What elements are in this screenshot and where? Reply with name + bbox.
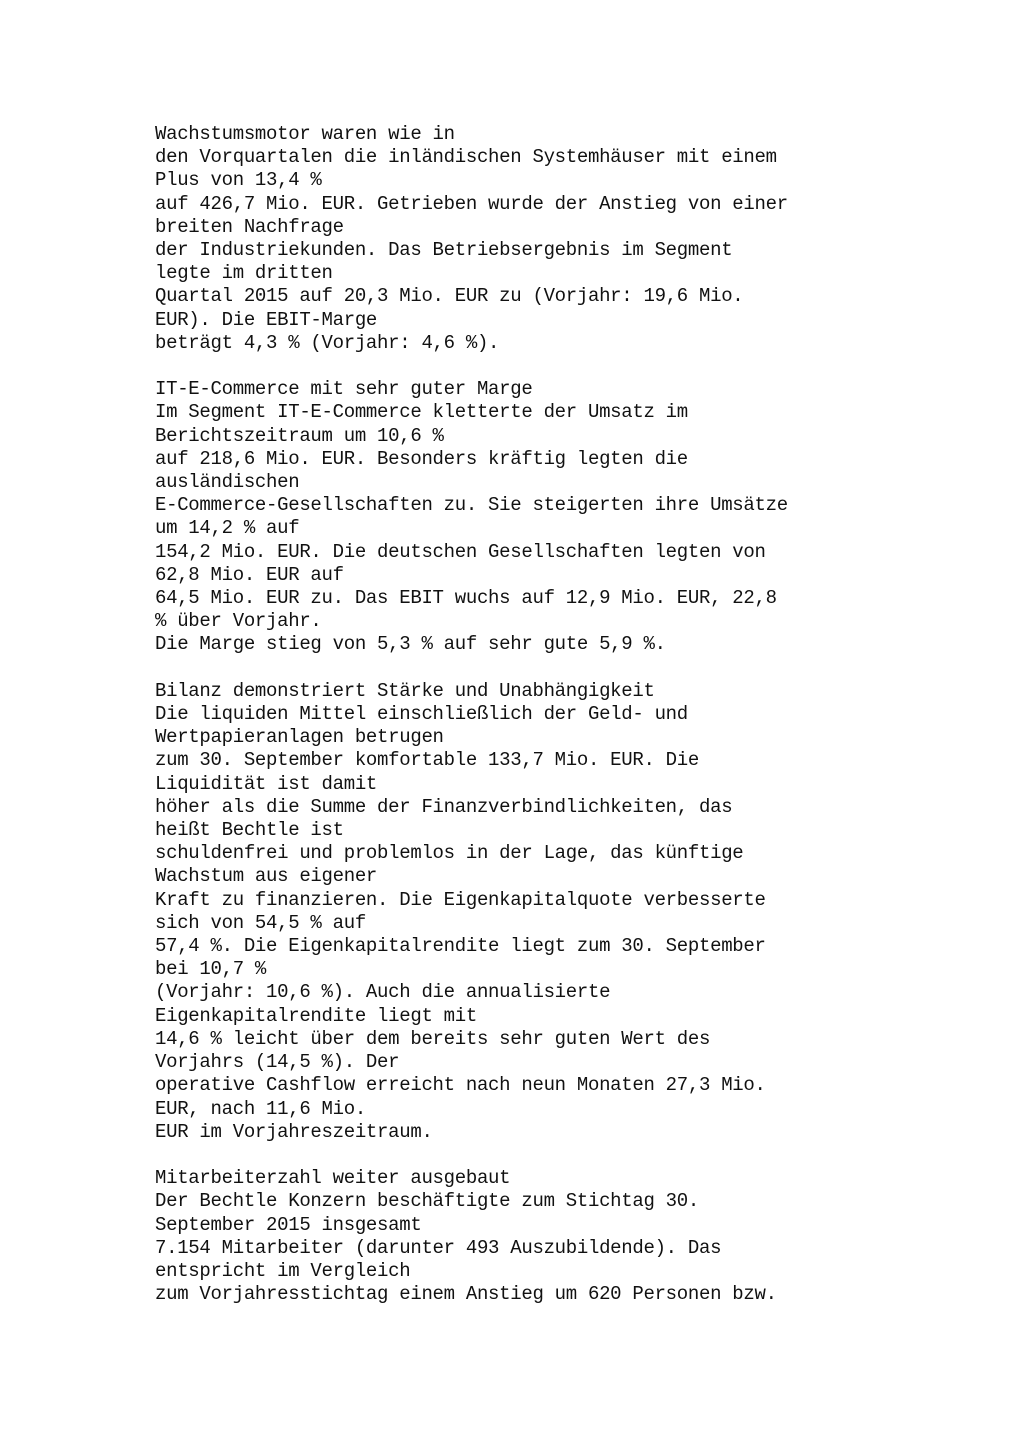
text-line: um 14,2 % auf: [155, 517, 300, 540]
text-line: zum Vorjahresstichtag einem Anstieg um 620 Personen bzw.: [155, 1283, 777, 1306]
text-line: auf 218,6 Mio. EUR. Besonders kräftig legten die: [155, 447, 688, 470]
section-heading: Bilanz demonstriert Stärke und Unabhängigkeit: [155, 679, 655, 702]
text-line: ausländischen: [155, 471, 300, 494]
text-line: legte im dritten: [155, 262, 333, 285]
text-line: 14,6 % leicht über dem bereits sehr guten Wert des: [155, 1027, 711, 1050]
text-line: Die liquiden Mittel einschließlich der Geld- und: [155, 703, 688, 726]
text-line: 57,4 %. Die Eigenkapitalrendite liegt zum 30. September: [155, 935, 766, 958]
text-line: sich von 54,5 % auf: [155, 911, 366, 934]
document-page: [155, 123, 995, 1330]
section-heading: Mitarbeiterzahl weiter ausgebaut: [155, 1167, 511, 1190]
text-line: 64,5 Mio. EUR zu. Das EBIT wuchs auf 12,9 Mio. EUR, 22,8: [155, 587, 777, 610]
text-line: Quartal 2015 auf 20,3 Mio. EUR zu (Vorjahr: 19,6 Mio.: [155, 285, 744, 308]
text-line: bei 10,7 %: [155, 958, 267, 981]
section-heading: IT-E-Commerce mit sehr guter Marge: [155, 378, 533, 401]
text-line: auf 426,7 Mio. EUR. Getrieben wurde der Anstieg von einer: [155, 192, 788, 215]
text-line: schuldenfrei und problemlos in der Lage, das künftige: [155, 842, 744, 865]
text-line: Im Segment IT-E-Commerce kletterte der Umsatz im: [155, 401, 688, 424]
text-line: zum 30. September komfortable 133,7 Mio. EUR. Die: [155, 749, 699, 772]
paragraph-mitarbeiter: [155, 1167, 995, 1306]
text-line: E-Commerce-Gesellschaften zu. Sie steigerten ihre Umsätze: [155, 494, 788, 517]
text-line: Wachstumsmotor waren wie in: [155, 123, 455, 145]
text-line: höher als die Summe der Finanzverbindlichkeiten, das: [155, 795, 733, 818]
text-line: EUR im Vorjahreszeitraum.: [155, 1120, 433, 1143]
text-line: Berichtszeitraum um 10,6 %: [155, 424, 444, 447]
text-line: heißt Bechtle ist: [155, 819, 344, 842]
text-line: operative Cashflow erreicht nach neun Monaten 27,3 Mio.: [155, 1074, 766, 1097]
text-line: EUR, nach 11,6 Mio.: [155, 1097, 366, 1120]
text-line: (Vorjahr: 10,6 %). Auch die annualisierte: [155, 981, 611, 1004]
paragraph-bilanz: [155, 680, 995, 1144]
paragraph-it-e-commerce: [155, 378, 995, 656]
text-line: Wachstum aus eigener: [155, 865, 378, 888]
text-line: 62,8 Mio. EUR auf: [155, 563, 344, 586]
text-line: 7.154 Mitarbeiter (darunter 493 Auszubildende). Das: [155, 1236, 722, 1259]
text-line: beträgt 4,3 % (Vorjahr: 4,6 %).: [155, 331, 500, 354]
text-line: Kraft zu finanzieren. Die Eigenkapitalquote verbesserte: [155, 888, 766, 911]
text-line: der Industriekunden. Das Betriebsergebnis im Segment: [155, 239, 733, 262]
text-line: September 2015 insgesamt: [155, 1213, 422, 1236]
text-line: den Vorquartalen die inländischen Systemhäuser mit einem: [155, 146, 777, 169]
text-line: Plus von 13,4 %: [155, 169, 322, 192]
paragraph-systemhaeuser: [155, 123, 995, 355]
text-line: Wertpapieranlagen betrugen: [155, 726, 444, 749]
text-line: % über Vorjahr.: [155, 610, 322, 633]
text-line: Die Marge stieg von 5,3 % auf sehr gute 5,9 %.: [155, 633, 666, 656]
text-line: EUR). Die EBIT-Marge: [155, 308, 378, 331]
text-line: breiten Nachfrage: [155, 215, 344, 238]
text-line: entspricht im Vergleich: [155, 1259, 411, 1282]
text-line: 154,2 Mio. EUR. Die deutschen Gesellschaften legten von: [155, 540, 766, 563]
text-line: Eigenkapitalrendite liegt mit: [155, 1004, 477, 1027]
text-line: Liquidität ist damit: [155, 772, 378, 795]
text-line: Der Bechtle Konzern beschäftigte zum Stichtag 30.: [155, 1190, 699, 1213]
text-line: Vorjahrs (14,5 %). Der: [155, 1051, 400, 1074]
